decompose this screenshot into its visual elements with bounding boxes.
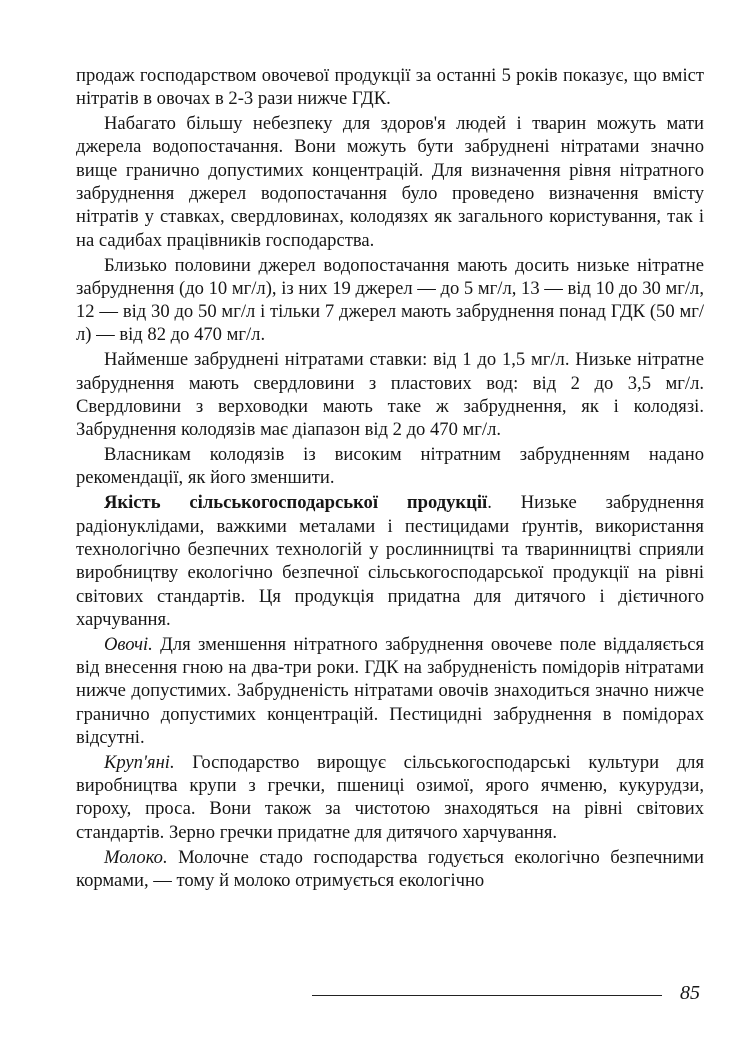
paragraph-text: Для зменшення нітратного забруднення овочеве поле віддаляється від внесення гною на два-три роки. ГДК на забрудненість помідорів нітратами нижче допустимих. Забрудненість нітратами овочів знаходиться значно нижче гранично допустимих концентрацій. Пестицидні забруднення в помідорах відсутні. <box>76 633 704 748</box>
paragraph-text: Господарство вирощує сільськогосподарські культури для виробництва крупи з гречки, пшениці озимої, ярого ячменю, кукурудзи, гороху, проса. Вони також за чистотою знаходяться на рівні світових стандартів. Зерно гречки придатне для дитячого харчування. <box>76 751 704 843</box>
paragraph-text: продаж господарством овочевої продукції за останні 5 років показує, що вміст нітратів в овочах в 2-3 рази нижче ГДК. <box>76 65 704 110</box>
paragraph-text: Набагато більшу небезпеку для здоров'я людей і тварин можуть мати джерела водопостачання. Вони можуть бути забруднені нітратами значно вище гранично допустимих концентрацій. Для визначення рівня нітратного забруднення джерел водопостачання було проведено визначення вмісту нітратів у ставках, свердловинах, колодязях як загального користування, так і на садибах працівників господарства. <box>76 113 704 251</box>
footer-rule <box>312 995 662 996</box>
subsection-heading: Овочі. <box>104 633 153 655</box>
section-heading: Якість сільськогосподарської продукції <box>104 492 488 514</box>
paragraph-text: Молочне стадо господарства годується екологічно безпечними кормами, — тому й молоко отримується екологічно <box>76 846 704 891</box>
paragraph <box>76 846 704 893</box>
subsection-heading: Молоко. <box>104 846 168 868</box>
paragraph <box>76 443 704 490</box>
paragraph-text: . Низьке забруднення радіонуклідами, важкими металами і пестицидами ґрунтів, використання технологічно безпечних технологій у рослинництві та тваринництві сприяли виробництву екологічно безпечної сільськогосподарської продукції на рівні світових стандартів. Ця продукція придатна для дитячого і дієтичного харчування. <box>76 492 704 630</box>
paragraph-text: Близько половини джерел водопостачання мають досить низьке нітратне забруднення (до 10 мг/л), із них 19 джерел — до 5 мг/л, 13 — від 10 до 30 мг/л, 12 — від 30 до 50 мг/л і тільки 7 джерел мають забруднення понад ГДК (50 мг/л) — від 82 до 470 мг/л. <box>76 254 704 346</box>
page-number: 85 <box>680 982 700 1004</box>
paragraph <box>76 491 704 631</box>
paragraph-text: Найменше забруднені нітратами ставки: від 1 до 1,5 мг/л. Низьке нітратне забруднення мають свердловини з пластових вод: від 2 до 3,5 мг/л. Свердловини з верховодки мають таке ж забруднення, як і колодязі. Забруднення колодязів має діапазон від 2 до 470 мг/л. <box>76 349 704 441</box>
paragraph <box>76 751 704 844</box>
paragraph <box>76 633 704 749</box>
paragraph <box>76 254 704 347</box>
paragraph <box>76 112 704 252</box>
subsection-heading: Круп'яні. <box>104 751 175 773</box>
paragraph <box>76 64 704 111</box>
paragraph-text: Власникам колодязів із високим нітратним забрудненням надано рекомендації, як його зменшити. <box>76 444 704 489</box>
page-body-text <box>76 64 704 894</box>
paragraph <box>76 348 704 441</box>
